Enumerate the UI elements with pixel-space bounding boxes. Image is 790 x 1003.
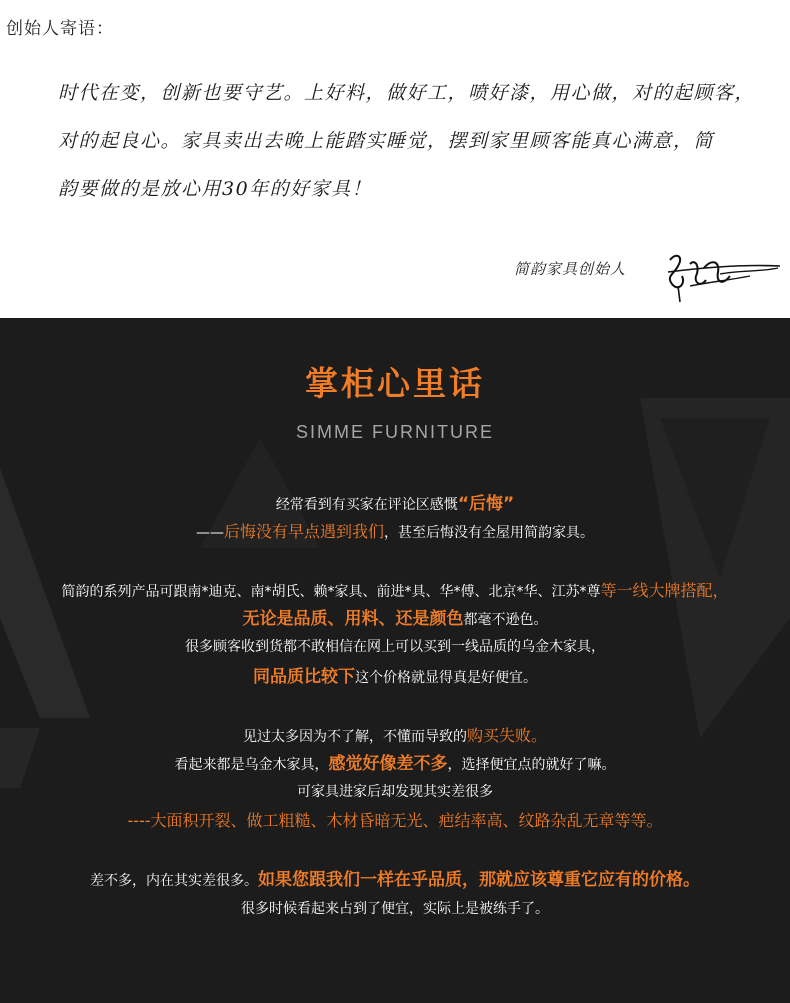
signature-caption: 简韵家具创始人 xyxy=(514,260,627,278)
section-subtitle: SIMME FURNITURE xyxy=(296,422,494,442)
p2-line-2 xyxy=(0,608,790,631)
text: 差不多，内在其实差很多。 xyxy=(90,873,258,889)
section-title: 掌柜心里话 xyxy=(305,364,485,403)
p3-line-2 xyxy=(0,753,790,776)
p4-line-1 xyxy=(0,869,790,892)
p2-line-4 xyxy=(0,666,790,689)
handwritten-line-1: 时代在变，创新也要守艺。上好料，做好工，喷好漆，用心做，对的起顾客， xyxy=(58,82,756,104)
quote-close: ” xyxy=(503,494,515,514)
text: 经常看到有买家在评论区感慨 xyxy=(275,497,458,513)
highlight: 如果您跟我们一样在乎品质，那就应该尊重它应有的价格。 xyxy=(258,870,700,890)
p1-line-2 xyxy=(0,521,790,544)
handwritten-signature xyxy=(660,246,784,306)
text: ，选择便宜点的就好了嘛。 xyxy=(447,757,616,773)
text: 简韵的系列产品可跟南*迪克、南*胡氏、赖*家具、前进*具、华*傅、北京*华、江苏*尊 xyxy=(61,584,601,600)
quote-open: “ xyxy=(457,494,469,514)
p3-line-1 xyxy=(0,725,790,748)
founder-letter xyxy=(0,0,790,318)
handwritten-line-2: 对的起良心。家具卖出去晚上能踏实睡觉，摆到家里顾客能真心满意，简 xyxy=(58,130,715,152)
text: 见过太多因为不了解，不懂而导致的 xyxy=(242,729,467,745)
p2-line-3: 很多顾客收到货都不敢相信在网上可以买到一线品质的乌金木家具， xyxy=(185,639,605,655)
highlight: 等一线大牌搭配， xyxy=(600,581,729,600)
p1-line-1 xyxy=(0,493,790,516)
highlight: 同品质比较下 xyxy=(253,667,355,687)
highlight: 购买失败。 xyxy=(466,726,547,745)
highlight: 后悔 xyxy=(469,494,503,514)
p3-line-3: 可家具进家后却发现其实差很多 xyxy=(297,784,493,800)
p2-line-1 xyxy=(0,580,790,603)
highlight: 感觉好像差不多 xyxy=(328,754,448,774)
handwritten-line-3: 韵要做的是放心用30年的好家具！ xyxy=(58,178,373,200)
dash: —— xyxy=(195,525,224,541)
highlight: 无论是品质、用料、还是颜色 xyxy=(242,609,464,629)
text: 都毫不逊色。 xyxy=(463,612,548,628)
shopkeeper-section xyxy=(0,318,790,1003)
letter-heading: 创始人寄语： xyxy=(6,19,114,39)
text: ，甚至后悔没有全屋用简韵家具。 xyxy=(384,525,594,541)
p4-line-2: 很多时候看起来占到了便宜，实际上是被练手了。 xyxy=(241,901,549,917)
highlight: 后悔没有早点遇到我们 xyxy=(223,522,384,541)
text: 这个价格就显得真是好便宜。 xyxy=(355,670,537,686)
text: 看起来都是乌金木家具， xyxy=(174,757,329,773)
p3-line-4: ----大面积开裂、做工粗糙、木材昏暗无光、疤结率高、纹路杂乱无章等等。 xyxy=(127,811,663,830)
